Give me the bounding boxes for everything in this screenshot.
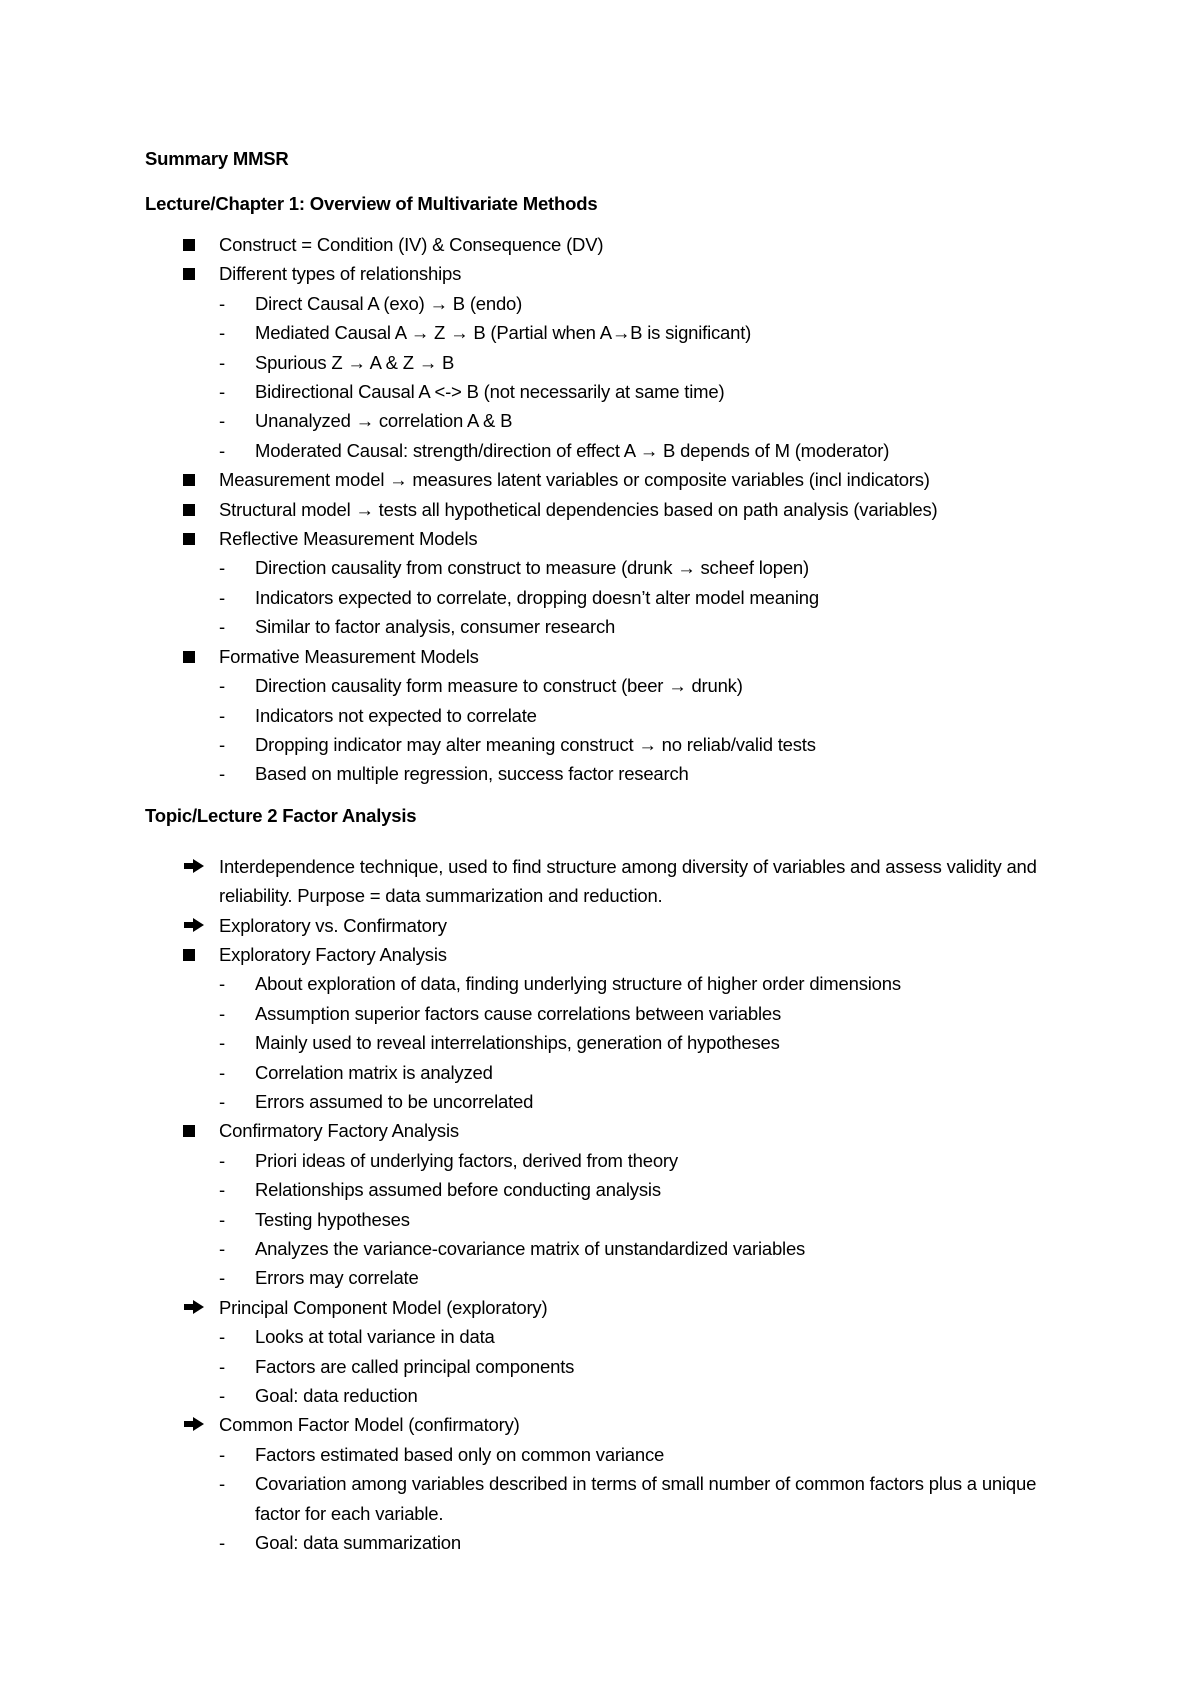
sub-list-item: [219, 1263, 1075, 1292]
dash-bullet: -: [219, 557, 225, 579]
sub-list-item-text: Unanalyzed → correlation A & B: [255, 410, 513, 432]
sub-list-item-text: Direction causality form measure to construct (beer → drunk): [255, 675, 743, 697]
dash-bullet: -: [219, 733, 225, 755]
dash-bullet: -: [219, 1032, 225, 1054]
list-item: [145, 852, 1075, 911]
list-item: [145, 1293, 1075, 1411]
sub-list: [219, 1322, 1075, 1410]
section-heading: Topic/Lecture 2 Factor Analysis: [145, 804, 417, 826]
sub-list-item-text: Based on multiple regression, success factor research: [255, 763, 689, 785]
dash-bullet: -: [219, 973, 225, 995]
sub-list-item: [219, 1146, 1075, 1175]
sub-list-item: [219, 1528, 1075, 1557]
sub-list-item: [219, 1028, 1075, 1057]
list-item-text: Confirmatory Factory Analysis: [219, 1120, 459, 1142]
sub-list-item: [219, 1205, 1075, 1234]
sub-list-item-text: Dropping indicator may alter meaning construct → no reliab/valid tests: [255, 733, 816, 755]
sub-list-item: [219, 553, 1075, 582]
sub-list: [219, 1146, 1075, 1293]
list-item-text: Reflective Measurement Models: [219, 528, 478, 550]
sub-list-item-text: Assumption superior factors cause correlations between variables: [255, 1002, 782, 1024]
list-item-text: Interdependence technique, used to find structure among diversity of variables and assess validity and reliability. Purpose = data summarization and reduction.: [219, 855, 1037, 907]
sub-list-item-text: Similar to factor analysis, consumer research: [255, 616, 616, 638]
dash-bullet: -: [219, 1326, 225, 1348]
sub-list: [219, 671, 1075, 789]
dash-bullet: -: [219, 616, 225, 638]
sub-list-item: [219, 377, 1075, 406]
arrow-bullet-icon: [183, 911, 213, 940]
sub-list: [219, 289, 1075, 465]
sub-list-item: [219, 1234, 1075, 1263]
sub-list-item: [219, 289, 1075, 318]
list-item: [145, 259, 1075, 465]
sub-list-item: [219, 583, 1075, 612]
sub-list-item: [219, 406, 1075, 435]
square-bullet-icon: [183, 230, 213, 259]
dash-bullet: -: [219, 1473, 225, 1495]
square-bullet-icon: [183, 940, 213, 969]
dash-bullet: -: [219, 1090, 225, 1112]
dash-bullet: -: [219, 1238, 225, 1259]
document-sections: [145, 189, 1075, 1557]
sub-list-item: [219, 1058, 1075, 1087]
square-bullet-icon: [183, 1116, 213, 1145]
dash-bullet: -: [219, 1355, 225, 1377]
dash-bullet: -: [219, 1179, 225, 1201]
sub-list-item: [219, 348, 1075, 377]
sub-list-item-text: Goal: data reduction: [255, 1385, 418, 1407]
square-bullet-icon: [183, 524, 213, 553]
sub-list-item-text: Covariation among variables described in terms of small number of common factors plus a unique factor for each variable.: [255, 1473, 1037, 1524]
sub-list-item: [219, 1381, 1075, 1410]
sub-list-item: [219, 1352, 1075, 1381]
list-item-text: Formative Measurement Models: [219, 645, 479, 667]
sub-list-item: [219, 969, 1075, 998]
document-page: [145, 144, 1075, 1557]
square-bullet-icon: [183, 465, 213, 494]
sub-list-item-text: Indicators not expected to correlate: [255, 704, 537, 726]
dash-bullet: -: [219, 763, 225, 785]
sub-list-item: [219, 730, 1075, 759]
dash-bullet: -: [219, 410, 225, 432]
sub-list-item: [219, 999, 1075, 1028]
dash-bullet: -: [219, 586, 225, 608]
dash-bullet: -: [219, 1267, 225, 1289]
sub-list-item: [219, 1469, 1075, 1528]
dash-bullet: -: [219, 351, 225, 373]
list-item: [145, 1410, 1075, 1557]
dash-bullet: -: [219, 1149, 225, 1171]
sub-list-item-text: Priori ideas of underlying factors, derived from theory: [255, 1149, 678, 1171]
square-bullet-icon: [183, 495, 213, 524]
dash-bullet: -: [219, 1443, 225, 1465]
dash-bullet: -: [219, 704, 225, 726]
sub-list-item: [219, 1175, 1075, 1204]
dash-bullet: -: [219, 1208, 225, 1230]
sub-list-item: [219, 759, 1075, 788]
dash-bullet: -: [219, 381, 225, 403]
list-item-text: Structural model → tests all hypothetical dependencies based on path analysis (variables): [219, 498, 938, 520]
sub-list-item: [219, 1087, 1075, 1116]
bullet-list: [145, 852, 1075, 1558]
dash-bullet: -: [219, 292, 225, 314]
sub-list-item-text: Looks at total variance in data: [255, 1326, 495, 1348]
sub-list-item-text: Factors estimated based only on common variance: [255, 1443, 665, 1465]
list-item: [145, 465, 1075, 494]
list-item-text: Construct = Condition (IV) & Consequence (DV): [219, 234, 604, 255]
sub-list-item-text: Analyzes the variance-covariance matrix of unstandardized variables: [255, 1238, 806, 1259]
sub-list-item-text: Errors assumed to be uncorrelated: [255, 1090, 534, 1112]
list-item: [145, 940, 1075, 1116]
arrow-bullet-icon: [183, 1410, 213, 1439]
spacer: [145, 173, 1075, 189]
list-item: [145, 524, 1075, 642]
square-bullet-icon: [183, 642, 213, 671]
list-item-text: Exploratory Factory Analysis: [219, 943, 447, 965]
sub-list-item-text: Errors may correlate: [255, 1267, 419, 1289]
sub-list-item-text: Relationships assumed before conducting analysis: [255, 1179, 661, 1201]
sub-list-item-text: Factors are called principal components: [255, 1355, 575, 1377]
list-item: [145, 1116, 1075, 1292]
dash-bullet: -: [219, 1061, 225, 1083]
dash-bullet: -: [219, 439, 225, 461]
sub-list-item-text: Goal: data summarization: [255, 1532, 461, 1554]
list-item-text: Different types of relationships: [219, 263, 462, 285]
section-heading: Lecture/Chapter 1: Overview of Multivariate Methods: [145, 193, 598, 214]
dash-bullet: -: [219, 1002, 225, 1024]
list-item-text: Common Factor Model (confirmatory): [219, 1414, 520, 1436]
sub-list: [219, 553, 1075, 641]
sub-list-item-text: Mainly used to reveal interrelationships, generation of hypotheses: [255, 1032, 780, 1054]
sub-list-item-text: Correlation matrix is analyzed: [255, 1061, 493, 1083]
sub-list-item-text: Testing hypotheses: [255, 1208, 410, 1230]
dash-bullet: -: [219, 1385, 225, 1407]
dash-bullet: -: [219, 1532, 225, 1554]
sub-list-item: [219, 612, 1075, 641]
dash-bullet: -: [219, 322, 225, 344]
document-title: Summary MMSR: [145, 148, 289, 169]
sub-list-item: [219, 701, 1075, 730]
list-item: [145, 642, 1075, 789]
sub-list-item: [219, 1440, 1075, 1469]
sub-list-item: [219, 1322, 1075, 1351]
dash-bullet: -: [219, 675, 225, 697]
arrow-bullet-icon: [183, 1293, 213, 1322]
list-item: [145, 911, 1075, 940]
sub-list-item-text: Direction causality from construct to measure (drunk → scheef lopen): [255, 557, 809, 579]
sub-list: [219, 969, 1075, 1116]
bullet-list: [145, 230, 1075, 789]
sub-list-item-text: Moderated Causal: strength/direction of effect A → B depends of M (moderator): [255, 439, 890, 461]
sub-list-item-text: About exploration of data, finding underlying structure of higher order dimensions: [255, 973, 901, 995]
sub-list-item: [219, 671, 1075, 700]
sub-list-item-text: Indicators expected to correlate, dropping doesn’t alter model meaning: [255, 586, 819, 608]
sub-list-item: [219, 318, 1075, 347]
list-item-text: Exploratory vs. Confirmatory: [219, 914, 447, 936]
list-item: [145, 230, 1075, 259]
sub-list-item-text: Direct Causal A (exo) → B (endo): [255, 292, 523, 314]
square-bullet-icon: [183, 259, 213, 288]
list-item: [145, 495, 1075, 524]
sub-list-item-text: Mediated Causal A → Z → B (Partial when A→B is significant): [255, 322, 752, 344]
list-item-text: Measurement model → measures latent variables or composite variables (incl indicators): [219, 469, 930, 491]
sub-list: [219, 1440, 1075, 1558]
list-item-text: Principal Component Model (exploratory): [219, 1296, 548, 1318]
sub-list-item: [219, 436, 1075, 465]
sub-list-item-text: Bidirectional Causal A <-> B (not necessarily at same time): [255, 381, 725, 403]
arrow-bullet-icon: [183, 852, 213, 881]
sub-list-item-text: Spurious Z → A & Z → B: [255, 351, 455, 373]
